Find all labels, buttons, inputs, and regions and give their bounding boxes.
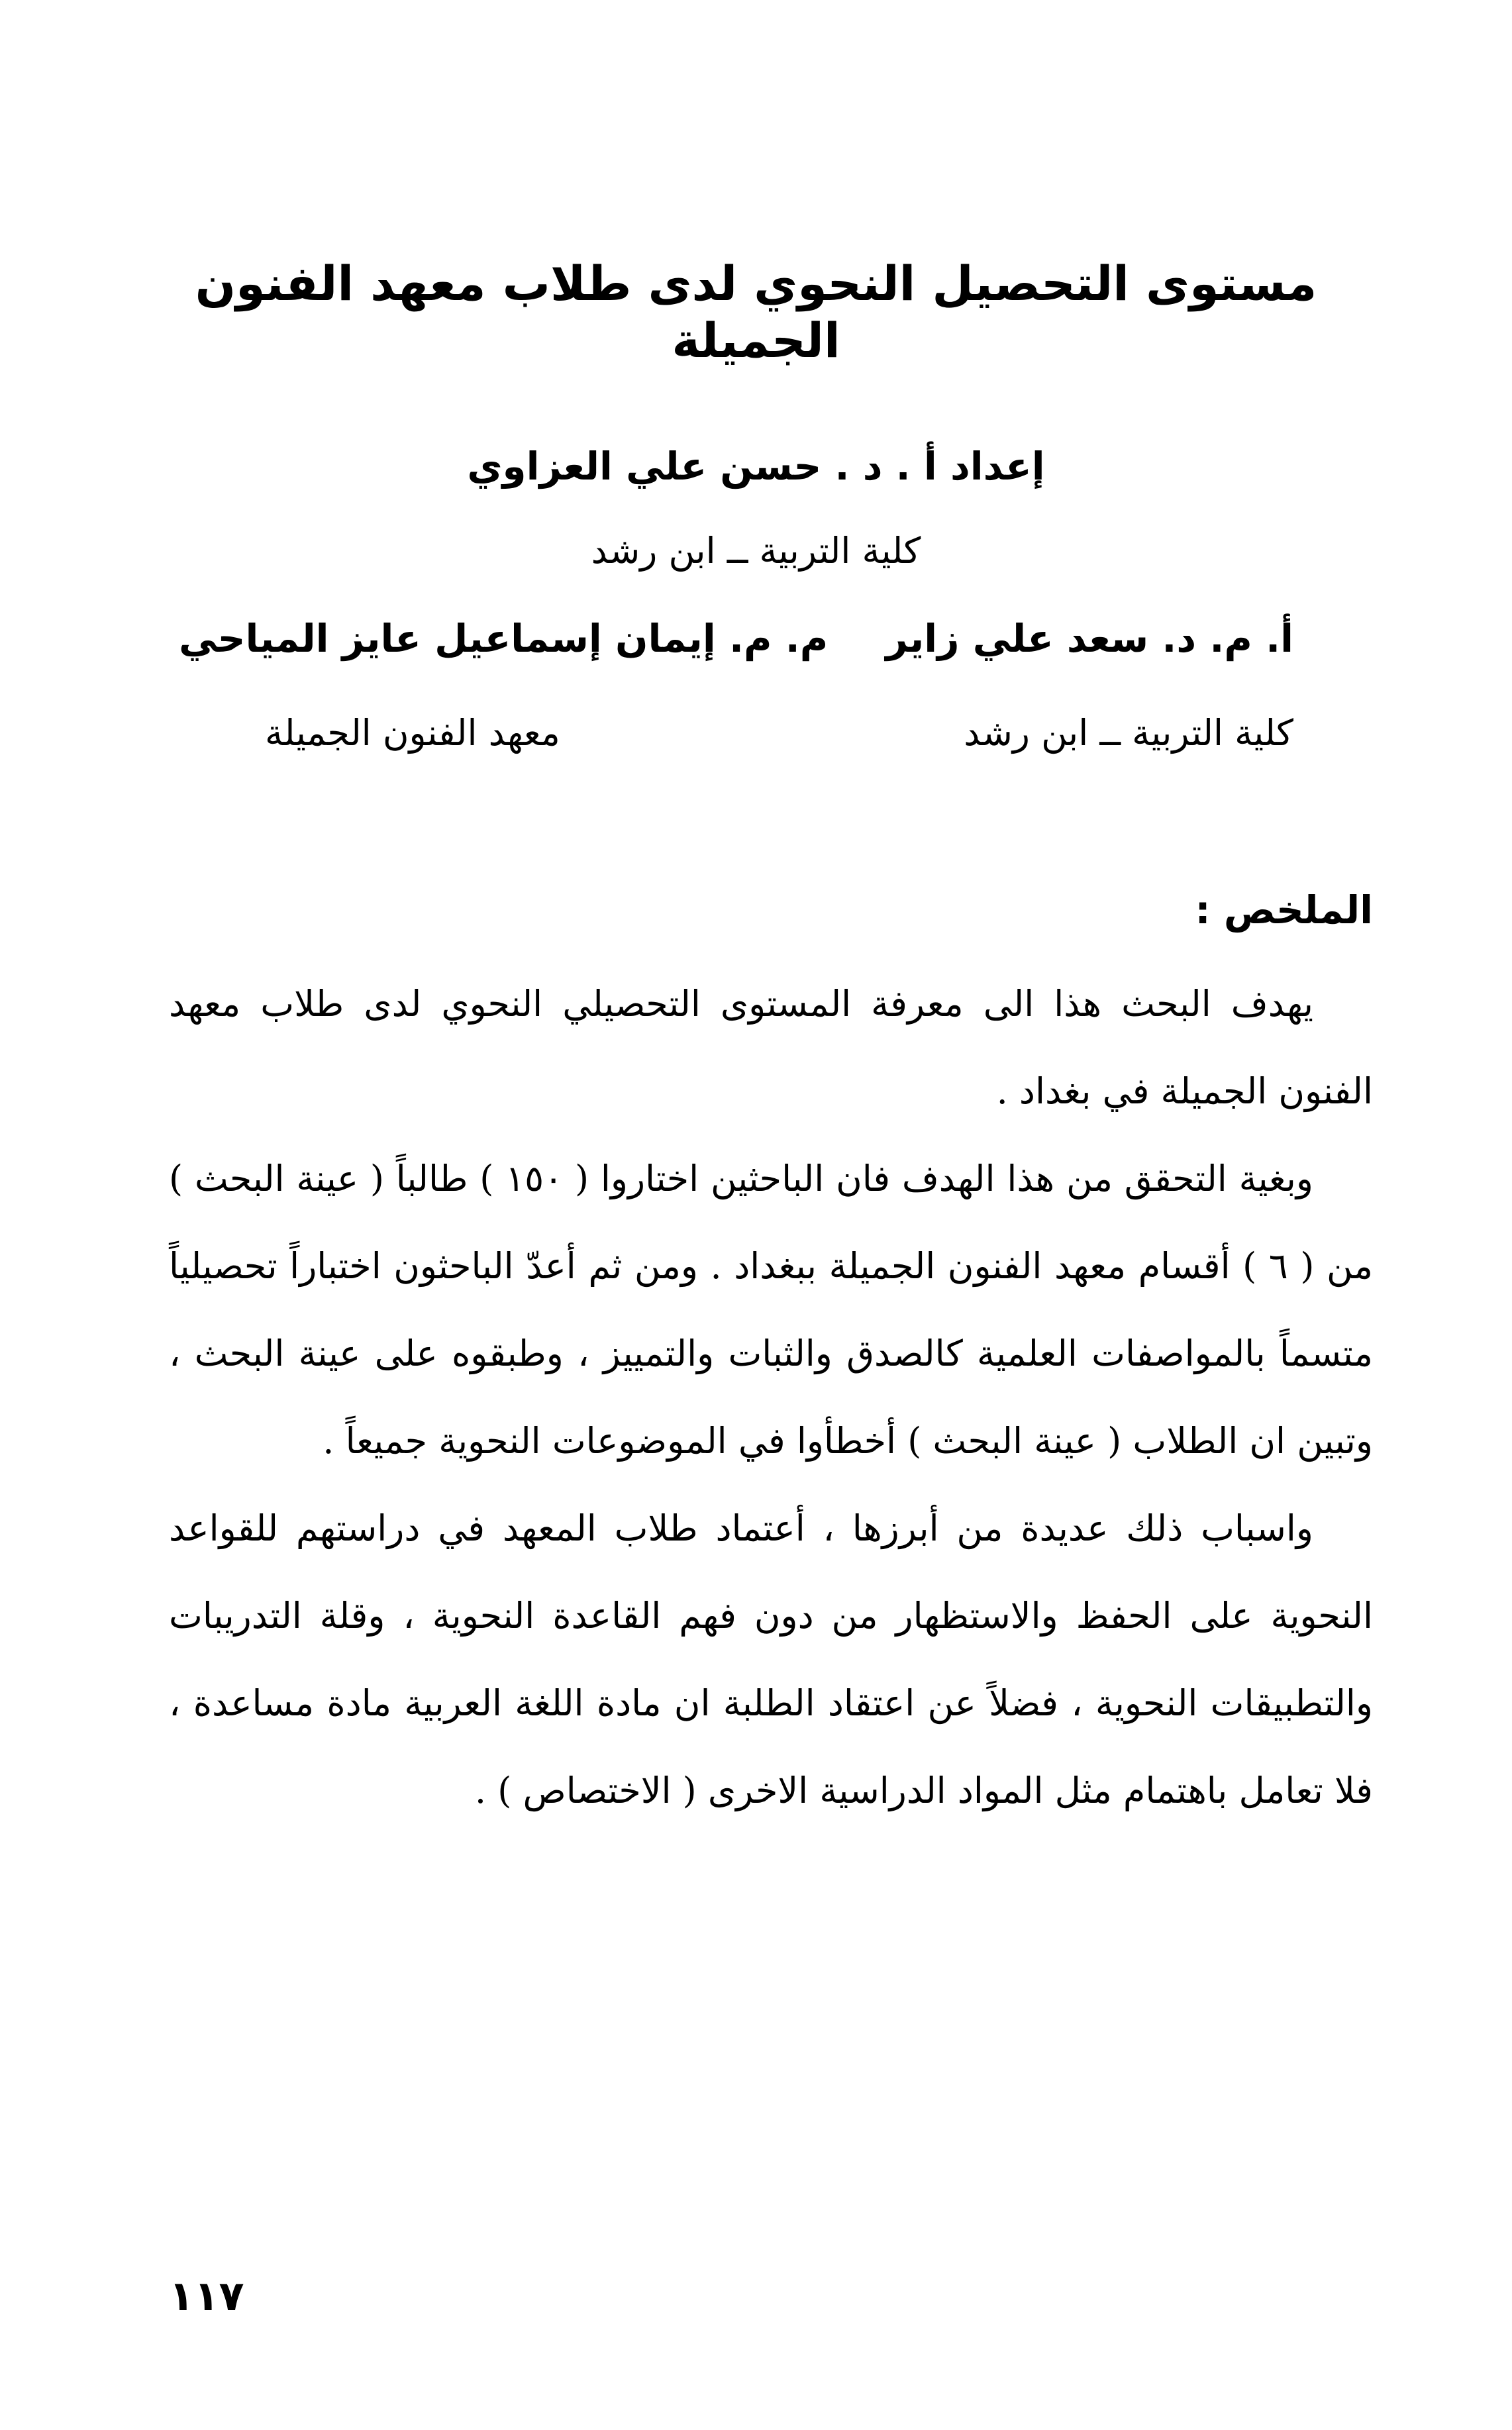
abstract-body — [169, 960, 1373, 1835]
author-name-1: أ. م. د. سعد علي زاير — [885, 616, 1293, 661]
prepared-by-affiliation: كلية التربية ــ ابن رشد — [591, 530, 921, 572]
page-number: ١١٧ — [169, 2272, 244, 2320]
abstract-paragraph: وبغية التحقق من هذا الهدف فان الباحثين اختاروا ( ١٥٠ ) طالباً ( عينة البحث ) من ( ٦ ) أقسام معهد الفنون الجميلة ببغداد . ومن ثم أعدّ الباحثون اختباراً تحصيلياً متسماً بالمواصفات العلمية كالصدق والثبات والتمييز ، وطبقوه على عينة البحث ، وتبين ان الطلاب ( عينة البحث ) أخطأوا في الموضوعات النحوية جميعاً . — [169, 1158, 1374, 1462]
paper-title: مستوى التحصيل النحوي لدى طلاب معهد الفنون الجميلة — [195, 256, 1317, 369]
abstract-heading: الملخص : — [1195, 887, 1373, 933]
abstract-paragraph: يهدف البحث هذا الى معرفة المستوى التحصيلي النحوي لدى طلاب معهد الفنون الجميلة في بغداد . — [169, 983, 1373, 1112]
prepared-by: إعداد أ . د . حسن علي العزاوي — [467, 444, 1045, 489]
author-affiliation-1: كلية التربية ــ ابن رشد — [964, 712, 1293, 754]
author-affiliation-2: معهد الفنون الجميلة — [265, 712, 560, 754]
abstract-paragraph: واسباب ذلك عديدة من أبرزها ، أعتماد طلاب المعهد في دراستهم للقواعد النحوية على الحفظ والاستظهار من دون فهم القاعدة النحوية ، وقلة التدريبات والتطبيقات النحوية ، فضلاً عن اعتقاد الطلبة ان مادة اللغة العربية مادة مساعدة ، فلا تعامل باهتمام مثل المواد الدراسية الاخرى ( الاختصاص ) . — [169, 1507, 1373, 1811]
author-name-2: م. م. إيمان إسماعيل عايز المياحي — [179, 616, 829, 661]
